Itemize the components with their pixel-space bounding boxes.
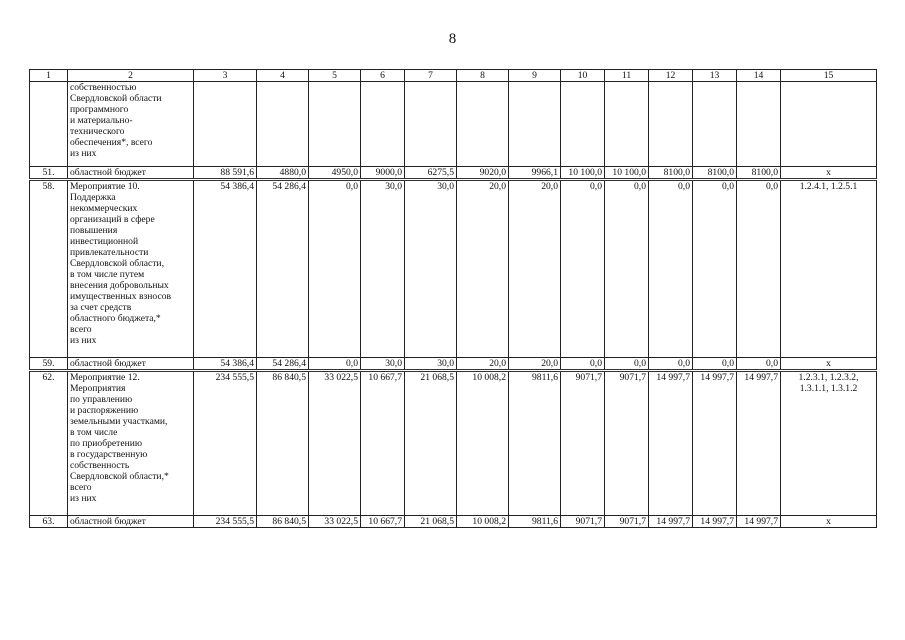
amount-cell: 9071,7	[561, 371, 605, 516]
amount-cell: 20,0	[509, 180, 561, 358]
column-header: 6	[361, 70, 405, 82]
amount-cell: 0,0	[605, 358, 649, 371]
amount-cell	[405, 82, 457, 167]
amount-cell	[309, 82, 361, 167]
amount-cell: 86 840,5	[257, 516, 309, 528]
amount-cell: 0,0	[737, 358, 781, 371]
amount-cell: 0,0	[649, 358, 693, 371]
row-description: Мероприятие 12. Мероприятия по управлению и распоряжению земельными участками, в том числе по приобретению в государственную собственность Свердловской области,* всего из них	[68, 371, 194, 516]
column-header: 3	[194, 70, 257, 82]
amount-cell	[737, 82, 781, 167]
amount-cell: 54 286,4	[257, 180, 309, 358]
budget-summary-row	[30, 516, 877, 528]
column-header: 14	[737, 70, 781, 82]
amount-cell: 9020,0	[457, 167, 509, 180]
amount-cell: 10 667,7	[361, 371, 405, 516]
row-number	[30, 82, 68, 167]
budget-summary-row	[30, 358, 877, 371]
target-indicators-cell: x	[781, 167, 877, 180]
row-number: 51.	[30, 167, 68, 180]
amount-cell: 0,0	[561, 180, 605, 358]
table-header-row	[30, 70, 877, 82]
column-header: 9	[509, 70, 561, 82]
row-description: Мероприятие 10. Поддержка некоммерческих организаций в сфере повышения инвестиционной привлекательности Свердловской области, в том числе путем внесения добровольных имущественных взносов за счет средств областного бюджета,* всего из них	[68, 180, 194, 358]
amount-cell: 234 555,5	[194, 371, 257, 516]
amount-cell: 0,0	[309, 358, 361, 371]
amount-cell: 6275,5	[405, 167, 457, 180]
amount-cell	[561, 82, 605, 167]
target-indicators-cell	[781, 82, 877, 167]
amount-cell: 14 997,7	[737, 516, 781, 528]
measure-row	[30, 180, 877, 358]
amount-cell: 30,0	[361, 180, 405, 358]
amount-cell	[457, 82, 509, 167]
amount-cell	[194, 82, 257, 167]
amount-cell: 54 386,4	[194, 358, 257, 371]
target-indicators-cell: x	[781, 516, 877, 528]
amount-cell: 0,0	[561, 358, 605, 371]
amount-cell: 30,0	[405, 180, 457, 358]
column-header: 15	[781, 70, 877, 82]
amount-cell: 0,0	[693, 358, 737, 371]
column-header: 13	[693, 70, 737, 82]
row-number: 63.	[30, 516, 68, 528]
amount-cell: 10 100,0	[605, 167, 649, 180]
amount-cell	[693, 82, 737, 167]
amount-cell: 88 591,6	[194, 167, 257, 180]
measure-row	[30, 82, 877, 167]
amount-cell: 20,0	[457, 180, 509, 358]
amount-cell: 8100,0	[693, 167, 737, 180]
amount-cell: 9071,7	[561, 516, 605, 528]
amount-cell: 4950,0	[309, 167, 361, 180]
amount-cell: 54 386,4	[194, 180, 257, 358]
amount-cell: 33 022,5	[309, 371, 361, 516]
target-indicators-cell: x	[781, 358, 877, 371]
amount-cell: 9071,7	[605, 516, 649, 528]
row-description: областной бюджет	[68, 167, 194, 180]
target-indicators-cell: 1.2.3.1, 1.2.3.2, 1.3.1.1, 1.3.1.2	[781, 371, 877, 516]
row-description: областной бюджет	[68, 516, 194, 528]
amount-cell: 0,0	[309, 180, 361, 358]
amount-cell: 9811,6	[509, 371, 561, 516]
amount-cell	[257, 82, 309, 167]
row-description: собственностью Свердловской области программного и материально- технического обеспечения*, всего из них	[68, 82, 194, 167]
amount-cell: 14 997,7	[649, 516, 693, 528]
amount-cell: 30,0	[361, 358, 405, 371]
amount-cell: 30,0	[405, 358, 457, 371]
amount-cell: 14 997,7	[693, 371, 737, 516]
amount-cell: 8100,0	[649, 167, 693, 180]
amount-cell: 86 840,5	[257, 371, 309, 516]
row-number: 58.	[30, 180, 68, 358]
column-header: 8	[457, 70, 509, 82]
budget-table	[29, 69, 877, 528]
amount-cell	[361, 82, 405, 167]
amount-cell: 0,0	[693, 180, 737, 358]
amount-cell: 9000,0	[361, 167, 405, 180]
column-header: 2	[68, 70, 194, 82]
amount-cell: 33 022,5	[309, 516, 361, 528]
amount-cell: 234 555,5	[194, 516, 257, 528]
amount-cell: 14 997,7	[737, 371, 781, 516]
column-header: 4	[257, 70, 309, 82]
amount-cell: 0,0	[737, 180, 781, 358]
column-header: 1	[30, 70, 68, 82]
target-indicators-cell: 1.2.4.1, 1.2.5.1	[781, 180, 877, 358]
column-header: 11	[605, 70, 649, 82]
amount-cell: 10 008,2	[457, 516, 509, 528]
amount-cell: 9966,1	[509, 167, 561, 180]
amount-cell: 20,0	[457, 358, 509, 371]
row-number: 59.	[30, 358, 68, 371]
amount-cell: 10 100,0	[561, 167, 605, 180]
amount-cell: 10 008,2	[457, 371, 509, 516]
amount-cell: 4880,0	[257, 167, 309, 180]
amount-cell: 9811,6	[509, 516, 561, 528]
amount-cell: 21 068,5	[405, 516, 457, 528]
budget-summary-row	[30, 167, 877, 180]
measure-row	[30, 371, 877, 516]
amount-cell: 0,0	[605, 180, 649, 358]
amount-cell: 8100,0	[737, 167, 781, 180]
amount-cell	[649, 82, 693, 167]
amount-cell: 21 068,5	[405, 371, 457, 516]
amount-cell: 20,0	[509, 358, 561, 371]
amount-cell: 9071,7	[605, 371, 649, 516]
amount-cell: 54 286,4	[257, 358, 309, 371]
column-header: 7	[405, 70, 457, 82]
amount-cell: 0,0	[649, 180, 693, 358]
amount-cell: 10 667,7	[361, 516, 405, 528]
row-description: областной бюджет	[68, 358, 194, 371]
amount-cell	[509, 82, 561, 167]
page-number: 8	[448, 31, 457, 47]
column-header: 5	[309, 70, 361, 82]
row-number: 62.	[30, 371, 68, 516]
amount-cell	[605, 82, 649, 167]
amount-cell: 14 997,7	[649, 371, 693, 516]
column-header: 10	[561, 70, 605, 82]
amount-cell: 14 997,7	[693, 516, 737, 528]
column-header: 12	[649, 70, 693, 82]
